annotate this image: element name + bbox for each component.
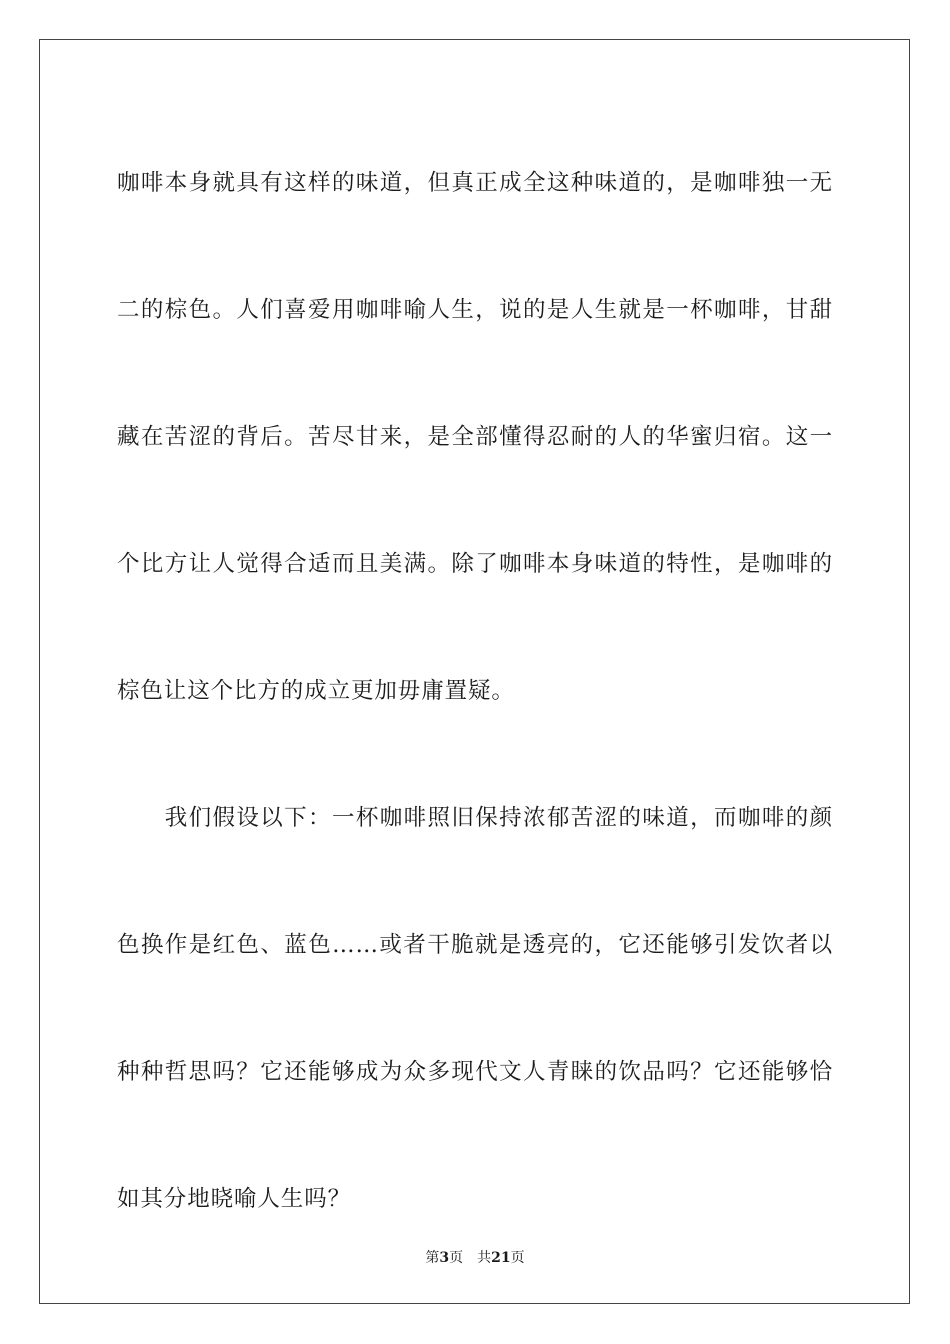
paragraph-1: 咖啡本身就具有这样的味道，但真正成全这种味道的，是咖啡独一无二的棕色。人们喜爱用咖啡喻人生，说的是人生就是一杯咖啡，甘甜藏在苦涩的背后。苦尽甘来，是全部懂得忍耐的人的华蜜归宿。这一个比方让人觉得合适而且美满。除了咖啡本身味道的特性，是咖啡的棕色让这个比方的成立更加毋庸置疑。: [117, 170, 833, 704]
page-suffix: 页: [449, 1250, 464, 1266]
page-footer: [0, 1247, 950, 1267]
total-pages: 21: [491, 1250, 511, 1266]
total-suffix: 页: [510, 1250, 525, 1266]
document-body: [117, 120, 833, 1263]
paragraph-2: 我们假设以下：一杯咖啡照旧保持浓郁苦涩的味道，而咖啡的颜色换作是红色、蓝色……或者干脆就是透亮的，它还能够引发饮者以种种哲思吗？它还能够成为众多现代文人青睐的饮品吗？它还能够恰如其分地晓喻人生吗？: [117, 805, 833, 1212]
total-prefix: 共: [477, 1250, 492, 1266]
page-prefix: 第: [425, 1250, 440, 1266]
page-number: 3: [439, 1250, 450, 1266]
